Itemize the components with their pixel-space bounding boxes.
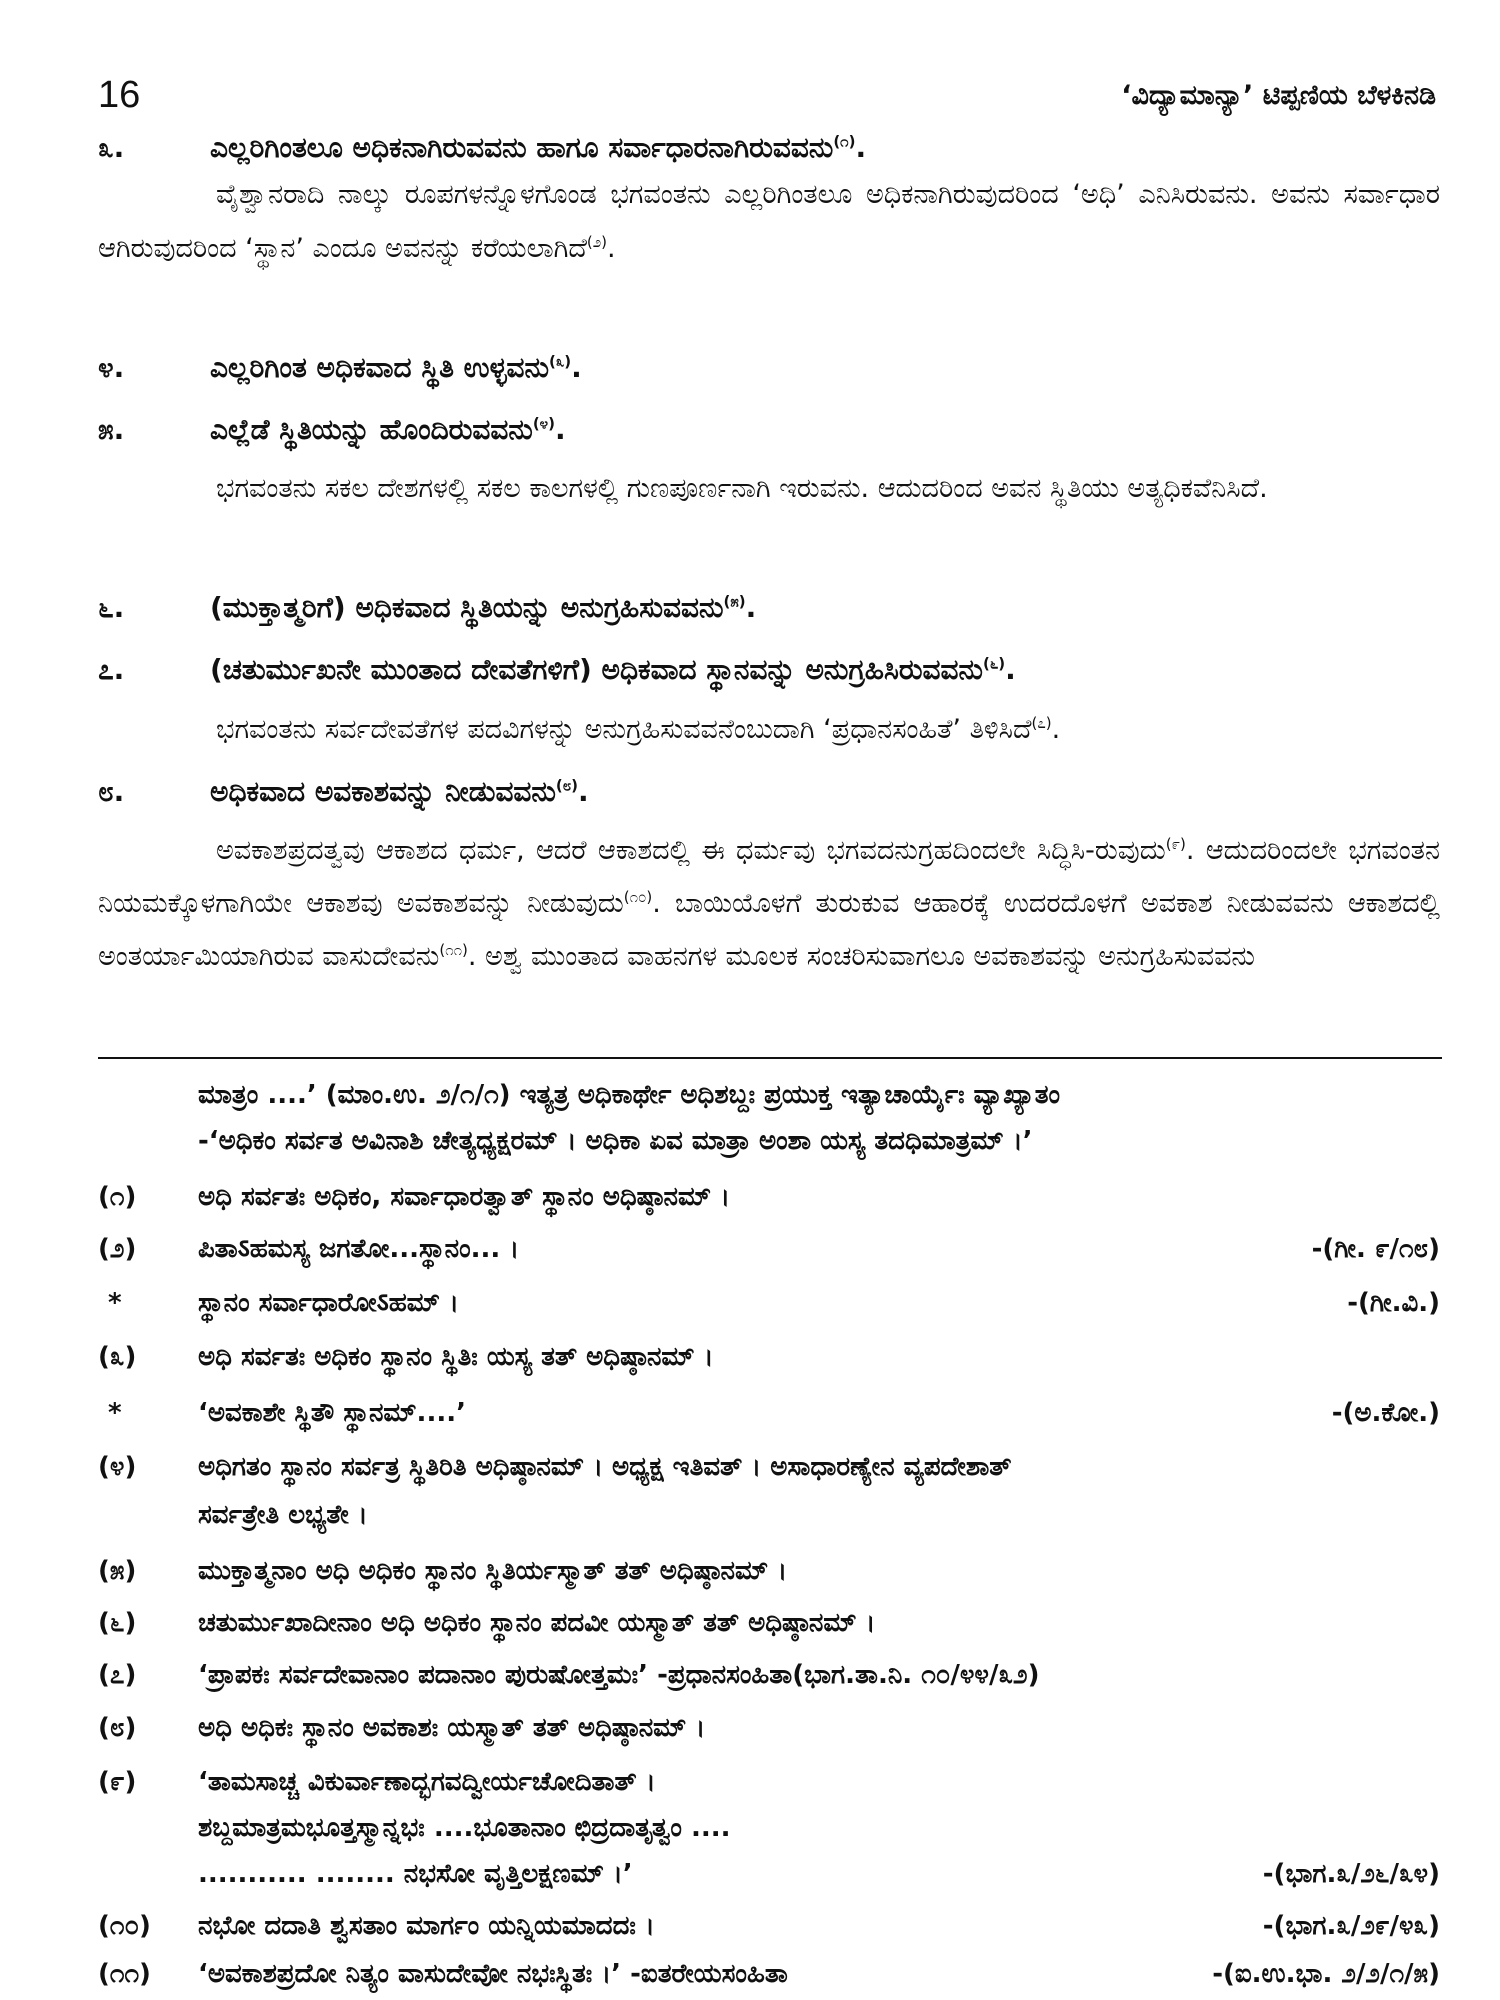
page-number: 16 (98, 74, 141, 116)
paragraph-3: ಭಗವಂತನು ಸರ್ವದೇವತೆಗಳ ಪದವಿಗಳನ್ನು ಅನುಗ್ರಹಿಸುವವನೆಂಬುದಾಗಿ ‘ಪ್ರಧಾನಸಂಹಿತೆ’ ತಿಳಿಸಿದೆ$^{(೭)}$. (216, 714, 1061, 745)
item-number: ೪. (98, 351, 125, 384)
item-text: ಅಧಿಕವಾದ ಅವಕಾಶವನ್ನು ನೀಡುವವನು$^{(೮)}$. (210, 775, 589, 808)
item-text: ಎಲ್ಲೆಡೆ ಸ್ಥಿತಿಯನ್ನು ಹೊಂದಿರುವವನು$^{(೪)}$. (210, 413, 566, 446)
item-text: ಎಲ್ಲರಿಗಿಂತಲೂ ಅಧಿಕನಾಗಿರುವವನು ಹಾಗೂ ಸರ್ವಾಧಾರನಾಗಿರುವವನು$^{(೧)}$. (210, 131, 867, 164)
footnote-ref: (೬) (982, 654, 1006, 673)
footnote-ref: (೧) (833, 132, 856, 151)
item-text: (ಚತುರ್ಮುಖನೇ ಮುಂತಾದ ದೇವತೆಗಳಿಗೆ) ಅಧಿಕವಾದ ಸ್ಥಾನವನ್ನು ಅನುಗ್ರಹಿಸಿರುವವನು$^{(೬)}$. (210, 653, 1016, 686)
item-text: (ಮುಕ್ತಾತ್ಮರಿಗೆ) ಅಧಿಕವಾದ ಸ್ಥಿತಿಯನ್ನು ಅನುಗ್ರಹಿಸುವವನು$^{(೫)}$. (210, 591, 757, 624)
footnote-ref: (೫) (723, 592, 746, 611)
footnote-continuation: -‘ಅಧಿಕಂ ಸರ್ವತ ಅವಿನಾಶಿ ಚೇತ್ಯಧ್ಯಕ್ಷರಮ್ । ಅಧಿಕಾ ಏವ ಮಾತ್ರಾ ಅಂಶಾ ಯಸ್ಯ ತದಧಿಮಾತ್ರಮ್ ।’ (198, 1126, 1033, 1156)
footnote-ref: (೮) (555, 776, 578, 795)
paragraph-2: ಭಗವಂತನು ಸಕಲ ದೇಶಗಳಲ್ಲಿ ಸಕಲ ಕಾಲಗಳಲ್ಲಿ ಗುಣಪೂರ್ಣನಾಗಿ ಇರುವನು. ಆದುದರಿಂದ ಅವನ ಸ್ಥಿತಿಯು ಅತ್ಯಧಿಕವೆನಿಸಿದೆ. (216, 473, 1268, 504)
footnote-divider (98, 1057, 1442, 1059)
item-number: ೬. (98, 591, 125, 624)
footnote-ref: (೨) (586, 233, 608, 251)
paragraph-1: ವೈಶ್ವಾನರಾದಿ ನಾಲ್ಕು ರೂಪಗಳನ್ನೊಳಗೊಂಡ ಭಗವಂತನು ಎಲ್ಲರಿಗಿಂತಲೂ ಅಧಿಕನಾಗಿರುವುದರಿಂದ ‘ಅಧಿ’ ಎನಿಸಿರುವನು. ಅವನು ಸರ್ವಾಧಾರ ಆಗಿರುವುದರಿಂದ ‘ಸ್ಥಾನ’ ಎಂದೂ ಅವನನ್ನು ಕರೆಯಲಾಗಿದೆ$^{(೨)}$. (98, 179, 1440, 264)
footnote-ref: (೩) (549, 352, 572, 371)
item-number: ೫. (98, 413, 125, 446)
footnote-ref: (೭) (1031, 714, 1052, 732)
footnote-ref: (೧೦) (623, 888, 653, 906)
document-page: 16 ‘ವಿದ್ಯಾಮಾನ್ಯಾ’ ಟಿಪ್ಪಣಿಯ ಬೆಳಕಿನಡಿ ೩. ಎಲ್ಲರಿಗಿಂತಲೂ ಅಧಿಕನಾಗಿರುವವನು ಹಾಗೂ ಸರ್ವಾಧಾರನಾಗಿರುವವನು$^{(೧)}$. ವೈಶ್ವಾನರಾದಿ ನಾಲ್ಕು ರೂಪಗಳನ್ನೊಳಗೊಂಡ ಭಗವಂತನು ಎಲ್ಲರಿಗಿಂತಲೂ ಅಧಿಕನಾಗಿರುವುದರಿಂದ ‘ಅಧಿ’ ಎನಿಸಿರುವನು. ಅವನು ಸರ್ವಾಧಾರ ಆಗಿರುವುದರಿಂದ ‘ಸ್ಥಾನ’ ಎಂದೂ ಅವನನ್ನು ಕರೆಯಲಾಗಿದೆ$^{(೨)}$. ೪. ಎಲ್ಲರಿಗಿಂತ ಅಧಿಕವಾದ ಸ್ಥಿತಿ ಉಳ್ಳವನು$^{(೩)}$. ೫. ಎಲ್ಲೆಡೆ ಸ್ಥಿತಿಯನ್ನು ಹೊಂದಿರುವವನು$^{(೪)}$. ಭಗವಂತನು ಸಕಲ ದೇಶಗಳಲ್ಲಿ ಸಕಲ ಕಾಲಗಳಲ್ಲಿ ಗುಣಪೂರ್ಣನಾಗಿ ಇರುವನು. ಆದುದರಿಂದ ಅವನ ಸ್ಥಿತಿಯು ಅತ್ಯಧಿಕವೆನಿಸಿದೆ. ೬. (ಮುಕ್ತಾತ್ಮರಿಗೆ) ಅಧಿಕವಾದ ಸ್ಥಿತಿಯನ್ನು ಅನುಗ್ರಹಿಸುವವನು$^{(೫)}$. ೭. (ಚತುರ್ಮುಖನೇ ಮುಂತಾದ ದೇವತೆಗಳಿಗೆ) ಅಧಿಕವಾದ ಸ್ಥಾನವನ್ನು ಅನುಗ್ರಹಿಸಿರುವವನು$^{(೬)}$. ಭಗವಂತನು ಸರ್ವದೇವತೆಗಳ ಪದವಿಗಳನ್ನು ಅನುಗ್ರಹಿಸುವವನೆಂಬುದಾಗಿ ‘ಪ್ರಧಾನಸಂಹಿತೆ’ ತಿಳಿಸಿದೆ$^{(೭)}$. ೮. ಅಧಿಕವಾದ ಅವಕಾಶವನ್ನು ನೀಡುವವನು$^{(೮)}$. ಅವಕಾಶಪ್ರದತ್ವವು ಆಕಾಶದ ಧರ್ಮ, ಆದರೆ ಆಕಾಶದಲ್ಲಿ ಈ ಧರ್ಮವು ಭಗವದನುಗ್ರಹದಿಂದಲೇ ಸಿದ್ಧಿಸಿ-ರುವುದು$^{(೯)}$. ಆದುದರಿಂದಲೇ ಭಗವಂತನ ನಿಯಮಕ್ಕೊಳಗಾಗಿಯೇ ಆಕಾಶವು ಅವಕಾಶವನ್ನು ನೀಡುವುದು$^{(೧೦)}$. ಬಾಯಿಯೊಳಗೆ ತುರುಕುವ ಆಹಾರಕ್ಕೆ ಉದರದೊಳಗೆ ಅವಕಾಶ ನೀಡುವವನು ಆಕಾಶದಲ್ಲಿ ಅಂತರ್ಯಾಮಿಯಾಗಿರುವ ವಾಸುದೇವನು$^{(೧೧)}$. ಅಶ್ವ ಮುಂತಾದ ವಾಹನಗಳ ಮೂಲಕ ಸಂಚರಿಸುವಾಗಲೂ ಅವಕಾಶವನ್ನು ಅನುಗ್ರಹಿಸುವವನು ಮಾತ್ರಂ ....’ (ಮಾಂ.ಉ. ೨/೧/೧) ಇತ್ಯತ್ರ ಅಧಿಕಾರ್ಥೇ ಅಧಿಶಬ್ದಃ ಪ್ರಯುಕ್ತ ಇತ್ಯಾಚಾರ್ಯೈಃ ವ್ಯಾಖ್ಯಾತಂ -‘ಅಧಿಕಂ ಸರ್ವತ ಅವಿನಾಶಿ ಚೇತ್ಯಧ್ಯಕ್ಷರಮ್ । ಅಧಿಕಾ ಏವ ಮಾತ್ರಾ ಅಂಶಾ ಯಸ್ಯ ತದಧಿಮಾತ್ರಮ್ ।’ (೧) ಅಧಿ ಸರ್ವತಃ ಅಧಿಕಂ, ಸರ್ವಾಧಾರತ್ವಾತ್ ಸ್ಥಾನಂ ಅಧಿಷ್ಠಾನಮ್ । (೨) ಪಿತಾऽಹಮಸ್ಯ ಜಗತೋ...ಸ್ಥಾನಂ... । -(ಗೀ. ೯/೧೮) * ಸ್ಥಾನಂ ಸರ್ವಾಧಾರೋऽಹಮ್ । -(ಗೀ.ವಿ.) (೩) ಅಧಿ ಸರ್ವತಃ ಅಧಿಕಂ ಸ್ಥಾನಂ ಸ್ಥಿತಿಃ ಯಸ್ಯ ತತ್ ಅಧಿಷ್ಠಾನಮ್ । * ‘ಅವಕಾಶೇ ಸ್ಥಿತೌ ಸ್ಥಾನಮ್....’ -(ಅ.ಕೋ.) (೪) ಅಧಿಗತಂ ಸ್ಥಾನಂ ಸರ್ವತ್ರ ಸ್ಥಿತಿರಿತಿ ಅಧಿಷ್ಠಾನಮ್ । ಅಧ್ಯಕ್ಷ ಇತಿವತ್ । ಅಸಾಧಾರಣ್ಯೇನ ವ್ಯಪದೇಶಾತ್ ಸರ್ವತ್ರೇತಿ ಲಭ್ಯತೇ । (೫) ಮುಕ್ತಾತ್ಮನಾಂ ಅಧಿ ಅಧಿಕಂ ಸ್ಥಾನಂ ಸ್ಥಿತಿರ್ಯಸ್ಮಾತ್ ತತ್ ಅಧಿಷ್ಠಾನಮ್ । (೬) ಚತುರ್ಮುಖಾದೀನಾಂ ಅಧಿ ಅಧಿಕಂ ಸ್ಥಾನಂ ಪದವೀ ಯಸ್ಮಾತ್ ತತ್ ಅಧಿಷ್ಠಾನಮ್ । (೭) ‘ಪ್ರಾಪಕಃ ಸರ್ವದೇವಾನಾಂ ಪದಾನಾಂ ಪುರುಷೋತ್ತಮಃ’ -ಪ್ರಧಾನಸಂಹಿತಾ(ಭಾಗ.ತಾ.ನಿ. ೧೦/೪೪/೩೨) (೮) ಅಧಿ ಅಧಿಕಃ ಸ್ಥಾನಂ ಅವಕಾಶಃ ಯಸ್ಮಾತ್ ತತ್ ಅಧಿಷ್ಠಾನಮ್ । (೯) ‘ತಾಮಸಾಚ್ಚ ವಿಕುರ್ವಾಣಾದ್ಭಗವದ್ವೀರ್ಯಚೋದಿತಾತ್ । ಶಬ್ದಮಾತ್ರಮಭೂತ್ತಸ್ಮಾನ್ನಭಃ ....ಭೂತಾನಾಂ ಛಿದ್ರದಾತೃತ್ವಂ .... ........... ........ ನಭಸೋ ವೃತ್ತಿಲಕ್ಷಣಮ್ ।’ -(ಭಾಗ.೩/೨೬/೩೪) (೧೦) ನಭೋ ದದಾತಿ ಶ್ವಸತಾಂ ಮಾರ್ಗಂ ಯನ್ನಿಯಮಾದದಃ । -(ಭಾಗ.೩/೨೯/೪೩) (೧೧) ‘ಅವಕಾಶಪ್ರದೋ ನಿತ್ಯಂ ವಾಸುದೇವೋ ನಭಃಸ್ಥಿತಃ ।’ -ಐತರೇಯಸಂಹಿತಾ -(ಐ.ಉ.ಭಾ. ೨/೨/೧/೫) (98, 74, 1440, 1989)
paragraph-4: ಅವಕಾಶಪ್ರದತ್ವವು ಆಕಾಶದ ಧರ್ಮ, ಆದರೆ ಆಕಾಶದಲ್ಲಿ ಈ ಧರ್ಮವು ಭಗವದನುಗ್ರಹದಿಂದಲೇ ಸಿದ್ಧಿಸಿ-ರುವುದು$^{(೯)}$. ಆದುದರಿಂದಲೇ ಭಗವಂತನ ನಿಯಮಕ್ಕೊಳಗಾಗಿಯೇ ಆಕಾಶವು ಅವಕಾಶವನ್ನು ನೀಡುವುದು$^{(೧೦)}$. ಬಾಯಿಯೊಳಗೆ ತುರುಕುವ ಆಹಾರಕ್ಕೆ ಉದರದೊಳಗೆ ಅವಕಾಶ ನೀಡುವವನು ಆಕಾಶದಲ್ಲಿ ಅಂತರ್ಯಾಮಿಯಾಗಿರುವ ವಾಸುದೇವನು$^{(೧೧)}$. ಅಶ್ವ ಮುಂತಾದ ವಾಹನಗಳ ಮೂಲಕ ಸಂಚರಿಸುವಾಗಲೂ ಅವಕಾಶವನ್ನು ಅನುಗ್ರಹಿಸುವವನು (98, 835, 1440, 972)
running-head: ‘ವಿದ್ಯಾಮಾನ್ಯಾ’ ಟಿಪ್ಪಣಿಯ ಬೆಳಕಿನಡಿ (1121, 80, 1436, 111)
item-number: ೭. (98, 653, 125, 686)
item-number: ೮. (98, 775, 125, 808)
item-text: ಎಲ್ಲರಿಗಿಂತ ಅಧಿಕವಾದ ಸ್ಥಿತಿ ಉಳ್ಳವನು$^{(೩)}$. (210, 351, 582, 384)
footnote-ref: (೪) (532, 414, 555, 433)
footnote-continuation: ಮಾತ್ರಂ ....’ (ಮಾಂ.ಉ. ೨/೧/೧) ಇತ್ಯತ್ರ ಅಧಿಕಾರ್ಥೇ ಅಧಿಶಬ್ದಃ ಪ್ರಯುಕ್ತ ಇತ್ಯಾಚಾರ್ಯೈಃ ವ್ಯಾಖ್ಯಾತಂ (198, 1080, 1061, 1110)
footnote-ref: (೧೧) (439, 941, 468, 959)
item-number: ೩. (98, 131, 125, 164)
footnote-ref: (೯) (1165, 835, 1186, 853)
